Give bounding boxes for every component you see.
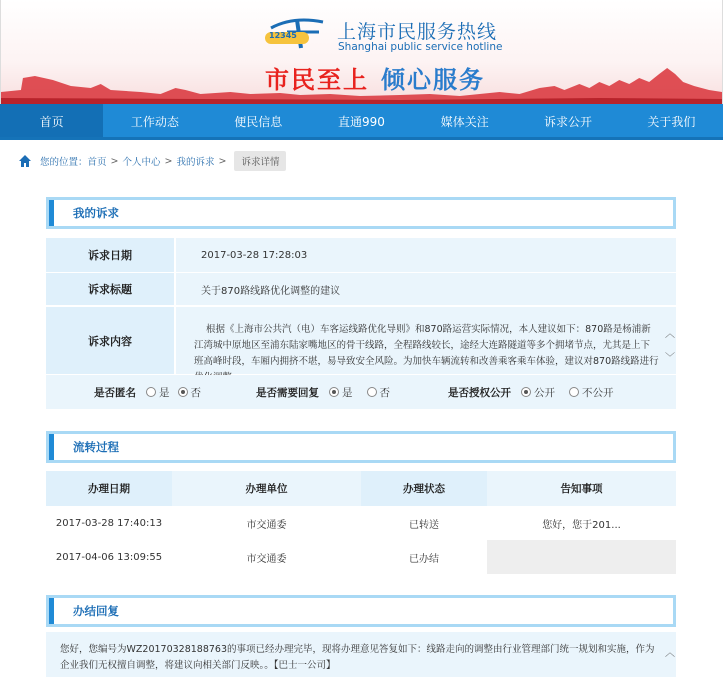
row-unit: 市交通委: [246, 553, 287, 565]
reply-needed-yes-radio[interactable]: [329, 387, 339, 397]
section-accent-bar: [49, 434, 54, 460]
anonymous-yes-radio[interactable]: [146, 387, 156, 397]
reply-scrollbar[interactable]: [662, 632, 676, 677]
anonymous-no-radio[interactable]: [178, 387, 188, 397]
site-title-en: Shanghai public service hotline: [338, 41, 503, 53]
reply-needed-yes-label: 是: [342, 386, 353, 399]
complaint-section-title: 我的诉求: [73, 206, 119, 220]
row-unit: 市交通委: [246, 519, 287, 531]
scroll-up-icon[interactable]: ︿: [665, 648, 675, 659]
breadcrumb-separator: >: [218, 155, 227, 167]
slogan-left: 市民至上: [265, 66, 369, 94]
nav-item-home[interactable]: 首页: [0, 104, 103, 137]
site-title-cn: 上海市民服务热线: [337, 21, 498, 43]
column-header-status: 办理状态: [361, 471, 487, 506]
nav-item-convenience-info[interactable]: 便民信息: [234, 115, 283, 129]
slogan-right: 倾心服务: [381, 66, 485, 94]
process-section-title: 流转过程: [73, 440, 119, 454]
column-header-notice: 告知事项: [487, 471, 676, 506]
reply-section-header: [46, 595, 676, 627]
anonymous-yes-label: 是: [159, 386, 170, 399]
authorize-private-label: 不公开: [582, 386, 614, 399]
complaint-date-label: 诉求日期: [46, 238, 174, 272]
section-accent-bar: [49, 200, 54, 226]
reply-needed-option-group: [256, 375, 394, 409]
nav-item-media[interactable]: 媒体关注: [440, 115, 489, 129]
breadcrumb-separator: >: [164, 155, 173, 167]
complaint-content-box[interactable]: [176, 307, 676, 374]
authorize-private-radio[interactable]: [569, 387, 579, 397]
complaint-title-row: [46, 272, 676, 305]
authorize-public-radio[interactable]: [521, 387, 531, 397]
reply-needed-no-radio[interactable]: [367, 387, 377, 397]
home-icon: [18, 154, 32, 168]
nav-item-public-complaints[interactable]: 诉求公开: [544, 115, 593, 129]
authorize-public-label: 公开: [534, 386, 555, 399]
anonymous-label: 是否匿名: [94, 386, 136, 399]
breadcrumb-prefix: 您的位置：: [40, 157, 88, 168]
complaint-title-label: 诉求标题: [46, 273, 174, 305]
complaint-options-row: [46, 375, 676, 409]
row-notice: [487, 540, 676, 574]
nav-item-work-news[interactable]: 工作动态: [130, 115, 179, 129]
complaint-title-value: 关于870路线路优化调整的建议: [176, 273, 676, 305]
row-status: 已转送: [409, 519, 439, 531]
main-nav: [0, 104, 723, 140]
section-accent-bar: [49, 598, 54, 624]
column-header-unit: 办理单位: [172, 471, 361, 506]
process-section-header: [46, 431, 676, 463]
breadcrumb-personal-center-link[interactable]: 个人中心: [122, 157, 161, 168]
slogan: [265, 60, 485, 95]
process-table-header: [46, 471, 676, 506]
complaint-content-label: 诉求内容: [46, 307, 174, 374]
breadcrumb: [18, 150, 286, 172]
scroll-up-icon[interactable]: ︿: [665, 329, 675, 340]
anonymous-no-label: 否: [190, 386, 201, 399]
column-header-date: 办理日期: [46, 471, 172, 506]
breadcrumb-home-link[interactable]: 首页: [87, 157, 107, 168]
nav-item-direct-990[interactable]: 直通990: [338, 115, 385, 129]
scroll-down-icon[interactable]: ﹀: [665, 353, 675, 364]
reply-text: 您好，您编号为WZ20170328188763的事项已经办理完毕，现将办理意见答复如下：线路走向的调整由行业管理部门统一规划和实施，作为企业我们无权擅自调整，将建议向相关部门反映。。【巴士一公司】: [60, 644, 655, 671]
row-date: 2017-04-06 13:09:55: [55, 551, 163, 563]
reply-needed-label: 是否需要回复: [256, 386, 319, 399]
table-row: [46, 540, 676, 574]
breadcrumb-current: 诉求详情: [234, 151, 286, 171]
row-notice[interactable]: 您好，您于201...: [542, 519, 621, 531]
breadcrumb-my-complaints-link[interactable]: 我的诉求: [176, 157, 215, 168]
header-banner: [0, 0, 723, 104]
row-status: 已办结: [409, 553, 439, 565]
complaint-content-row: [46, 306, 676, 374]
complaint-section-header: [46, 197, 676, 229]
row-date: 2017-03-28 17:40:13: [55, 517, 163, 529]
nav-item-about-us[interactable]: 关于我们: [647, 115, 696, 129]
authorize-label: 是否授权公开: [448, 386, 511, 399]
complaint-date-value: 2017-03-28 17:28:03: [176, 238, 676, 272]
logo-number: 12345: [269, 31, 297, 40]
table-row: [46, 506, 676, 540]
complaint-content-text: 根据《上海市公共汽（电）车客运线路优化导则》和870路运营实际情况，本人建议如下：870路是杨浦新江湾城中原地区至浦东陆家嘴地区的骨干线路，全程路线较长，途经大连路隧道等多个拥堵节点，尤其是上下班高峰时段，车厢内拥挤不堪，易导致安全风险。为加快车辆流转和改善乘客乘车体验，建议对870路线路进行: [194, 324, 659, 367]
complaint-date-row: [46, 238, 676, 272]
authorize-option-group: [448, 375, 618, 409]
reply-needed-no-label: 否: [379, 386, 390, 399]
anonymous-option-group: [94, 375, 205, 409]
content-scrollbar[interactable]: [662, 307, 676, 374]
breadcrumb-separator: >: [110, 155, 119, 167]
reply-box: [46, 632, 676, 677]
reply-section-title: 办结回复: [73, 604, 119, 618]
